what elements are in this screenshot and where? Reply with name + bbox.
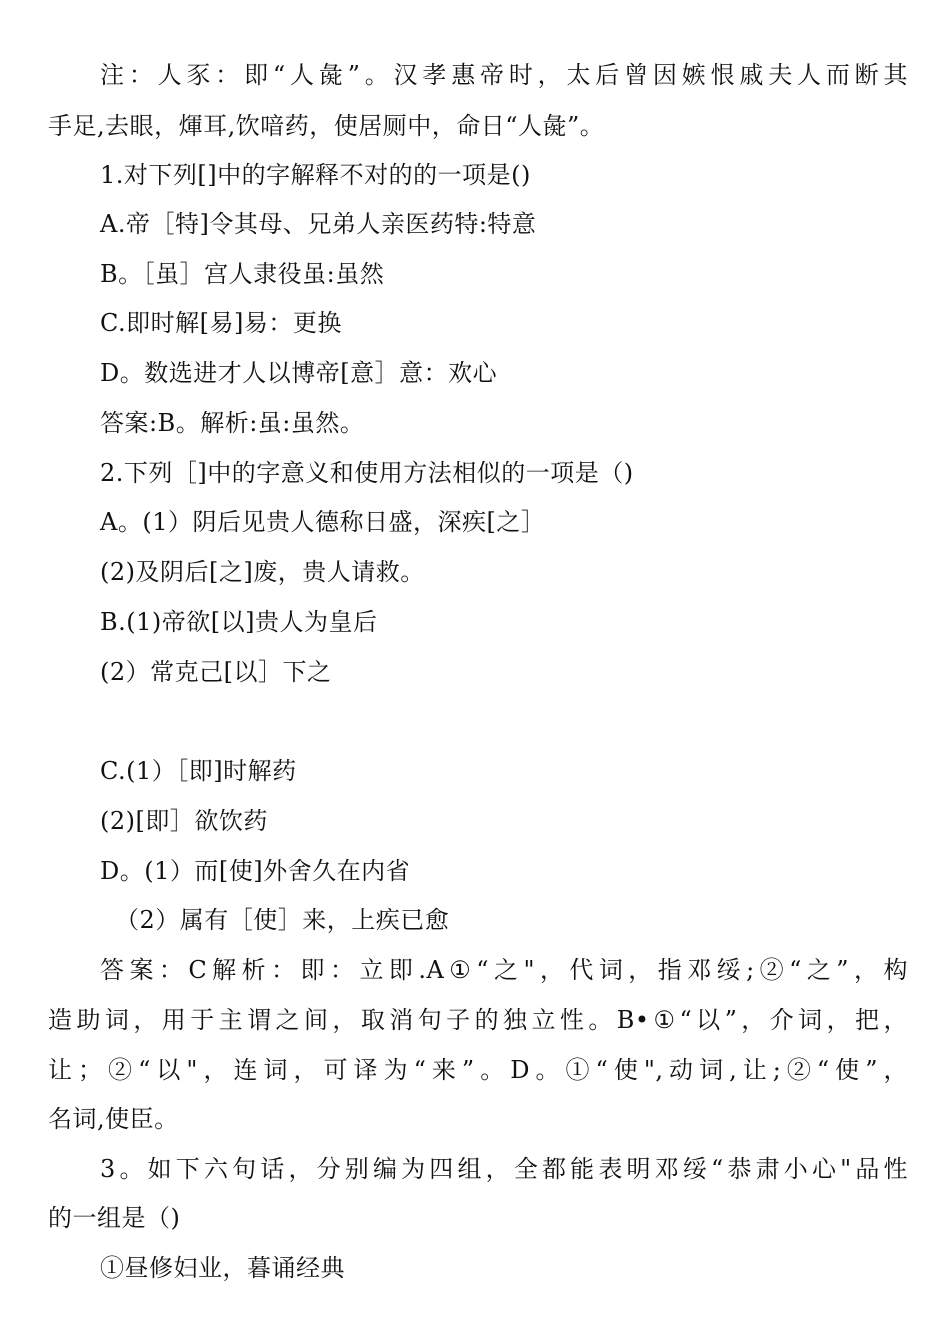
question-3-item-1: ①昼修妇业，暮诵经典 (100, 1254, 345, 1282)
question-3-stem-line-2: 的一组是（) (48, 1204, 181, 1232)
question-2-option-b-1: B.(1)帝欲[以]贵人为皇后 (100, 608, 378, 636)
note-line-2: 手足,去眼，煇耳,饮喑药，使居厕中，命日“人彘”。 (48, 112, 605, 140)
question-2-option-c-2: (2)[即］欲饮药 (100, 807, 268, 835)
question-2-option-b-2: (2）常克己[以］下之 (100, 658, 332, 686)
question-2-option-a-1: A。(1）阴后见贵人德称日盛，深疾[之］ (100, 508, 546, 536)
question-2-option-d-2: （2）属有［使］来，上疾已愈 (115, 906, 450, 934)
question-1-answer: 答案:B。解析:虽:虽然。 (100, 409, 365, 437)
question-1-option-c: C.即时解[易]易：更换 (100, 309, 342, 337)
question-1-option-a: A.帝［特]令其母、兄弟人亲医药特:特意 (100, 210, 537, 238)
question-2-option-c-1: C.(1）［即]时解药 (100, 757, 297, 785)
question-2-option-a-2: (2)及阴后[之]废，贵人请救。 (100, 558, 425, 586)
question-2-answer-line-3: 让；②“以"，连词，可译为“来”。D。①“使",动词,让;②“使”， (48, 1056, 908, 1084)
note-line-1: 注：人豕：即“人彘”。汉孝惠帝时，太后曾因嫉恨戚夫人而断其 (100, 61, 908, 89)
question-2-stem: 2.下列［]中的字意义和使用方法相似的一项是（) (100, 459, 634, 487)
question-1-option-d: D。数选进才人以博帝[意］意：欢心 (100, 359, 498, 387)
question-3-stem-line-1: 3。如下六句话，分别编为四组，全都能表明邓绥“恭肃小心"品性 (100, 1155, 908, 1183)
question-2-answer-line-2: 造助词，用于主谓之间，取消句子的独立性。B•①“以”，介词，把， (48, 1006, 908, 1034)
question-2-option-d-1: D。(1）而[使]外舍久在内省 (100, 857, 411, 885)
question-1-option-b: B。［虽］宫人隶役虽:虽然 (100, 260, 385, 288)
question-2-answer-line-4: 名词,使臣。 (48, 1105, 179, 1133)
question-2-answer-line-1: 答案：C解析：即：立即.A①“之"，代词，指邓绥;②“之”，构 (100, 956, 908, 984)
question-1-stem: 1.对下列[]中的字解释不对的的一项是() (100, 161, 531, 189)
